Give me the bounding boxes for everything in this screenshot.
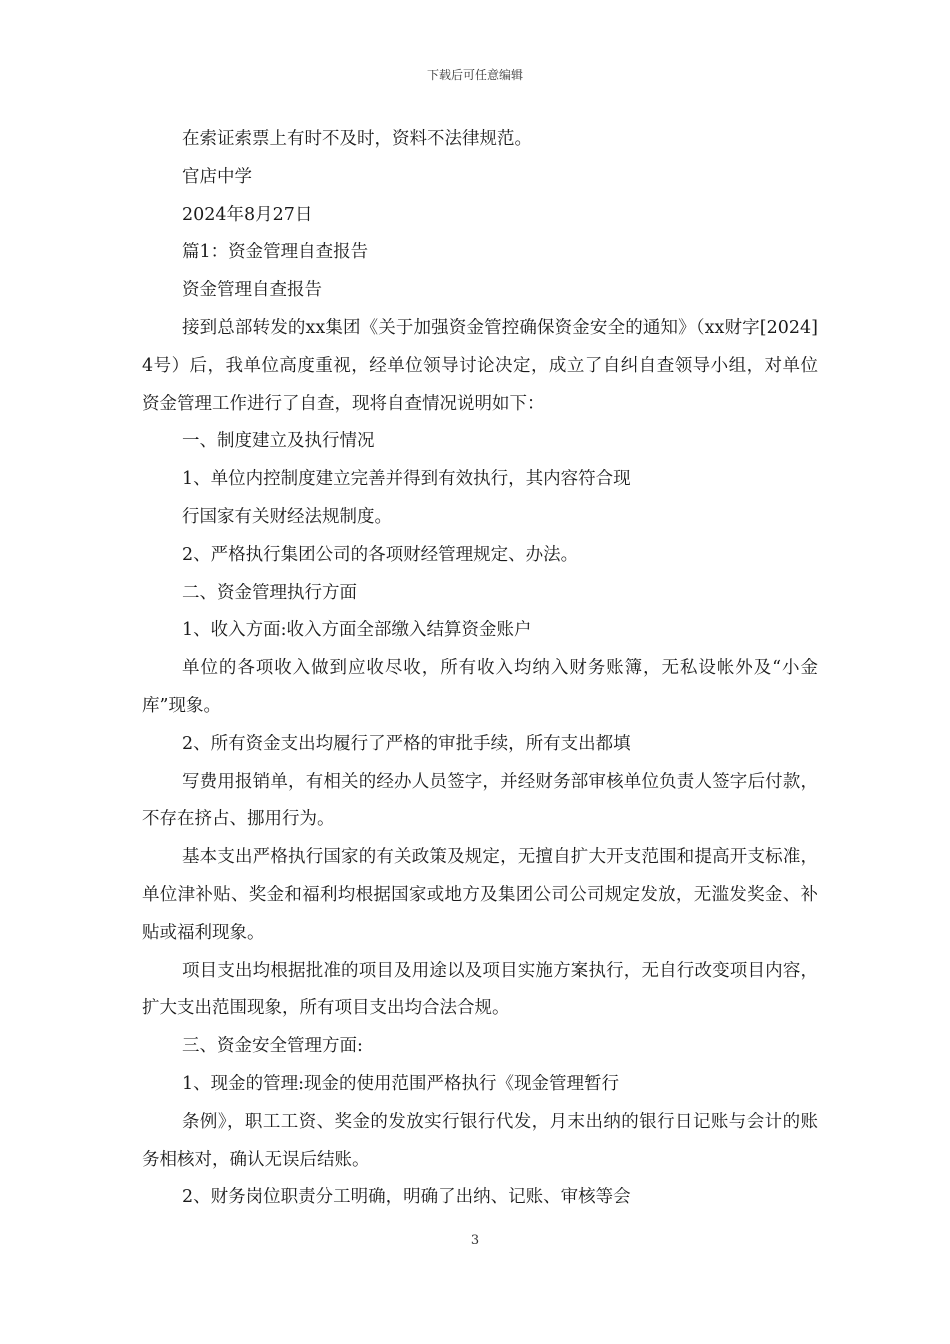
document-body xyxy=(142,121,818,1217)
paragraph: 在索证索票上有时不及时，资料不法律规范。 xyxy=(182,129,532,149)
paragraph: 单位的各项收入做到应收尽收，所有收入均纳入财务账簿，无私设帐外及“小金库”现象。 xyxy=(142,658,818,716)
paragraph: 1、现金的管理:现金的使用范围严格执行《现金管理暂行 xyxy=(182,1073,620,1094)
paragraph: 基本支出严格执行国家的有关政策及规定，无擅自扩大开支范围和提高开支标准，单位津补贴、奖金和福利均根据国家或地方及集团公司公司规定发放，无滥发奖金、补贴或福利现象。 xyxy=(142,847,818,943)
heading-level-1: 一、制度建立及执行情况 xyxy=(182,431,375,452)
report-title: 资金管理自查报告 xyxy=(182,280,322,301)
paragraph: 2、严格执行集团公司的各项财经管理规定、办法。 xyxy=(182,544,579,565)
heading-level-1: 三、资金安全管理方面: xyxy=(182,1036,363,1057)
paragraph: 条例》，职工工资、奖金的发放实行银行代发，月末出纳的银行日记账与会计的账务相核对，确认无误后结账。 xyxy=(142,1111,818,1170)
paragraph: 2、所有资金支出均履行了严格的审批手续，所有支出都填 xyxy=(182,733,631,754)
paragraph: 官店中学 xyxy=(182,166,252,187)
paragraph: 1、收入方面:收入方面全部缴入结算资金账户 xyxy=(182,620,532,641)
paragraph: 1、单位内控制度建立完善并得到有效执行，其内容符合现 xyxy=(182,469,631,490)
page-header-note: 下载后可任意编辑 xyxy=(426,68,523,82)
paragraph: 写费用报销单，有相关的经办人员签字，并经财务部审核单位负责人签字后付款，不存在挤占、挪用行为。 xyxy=(142,771,818,830)
paragraph: 行国家有关财经法规制度。 xyxy=(182,506,392,527)
page-number: 3 xyxy=(470,1233,480,1248)
heading-level-1: 二、资金管理执行方面 xyxy=(182,582,357,603)
paragraph: 接到总部转发的xx集团《关于加强资金管控确保资金安全的通知》（xx财字[2024]4号）后，我单位高度重视，经单位领导讨论决定，成立了自纠自查领导小组，对单位资金管理工作进行了自查，现将自查情况说明如下： xyxy=(142,317,818,414)
paragraph-date: 2024年8月27日 xyxy=(182,204,313,225)
paragraph: 2、财务岗位职责分工明确，明确了出纳、记账、审核等会 xyxy=(182,1187,631,1208)
paragraph: 项目支出均根据批准的项目及用途以及项目实施方案执行，无自行改变项目内容，扩大支出范围现象，所有项目支出均合法合规。 xyxy=(142,960,818,1019)
section-title: 篇1：资金管理自查报告 xyxy=(182,242,369,263)
